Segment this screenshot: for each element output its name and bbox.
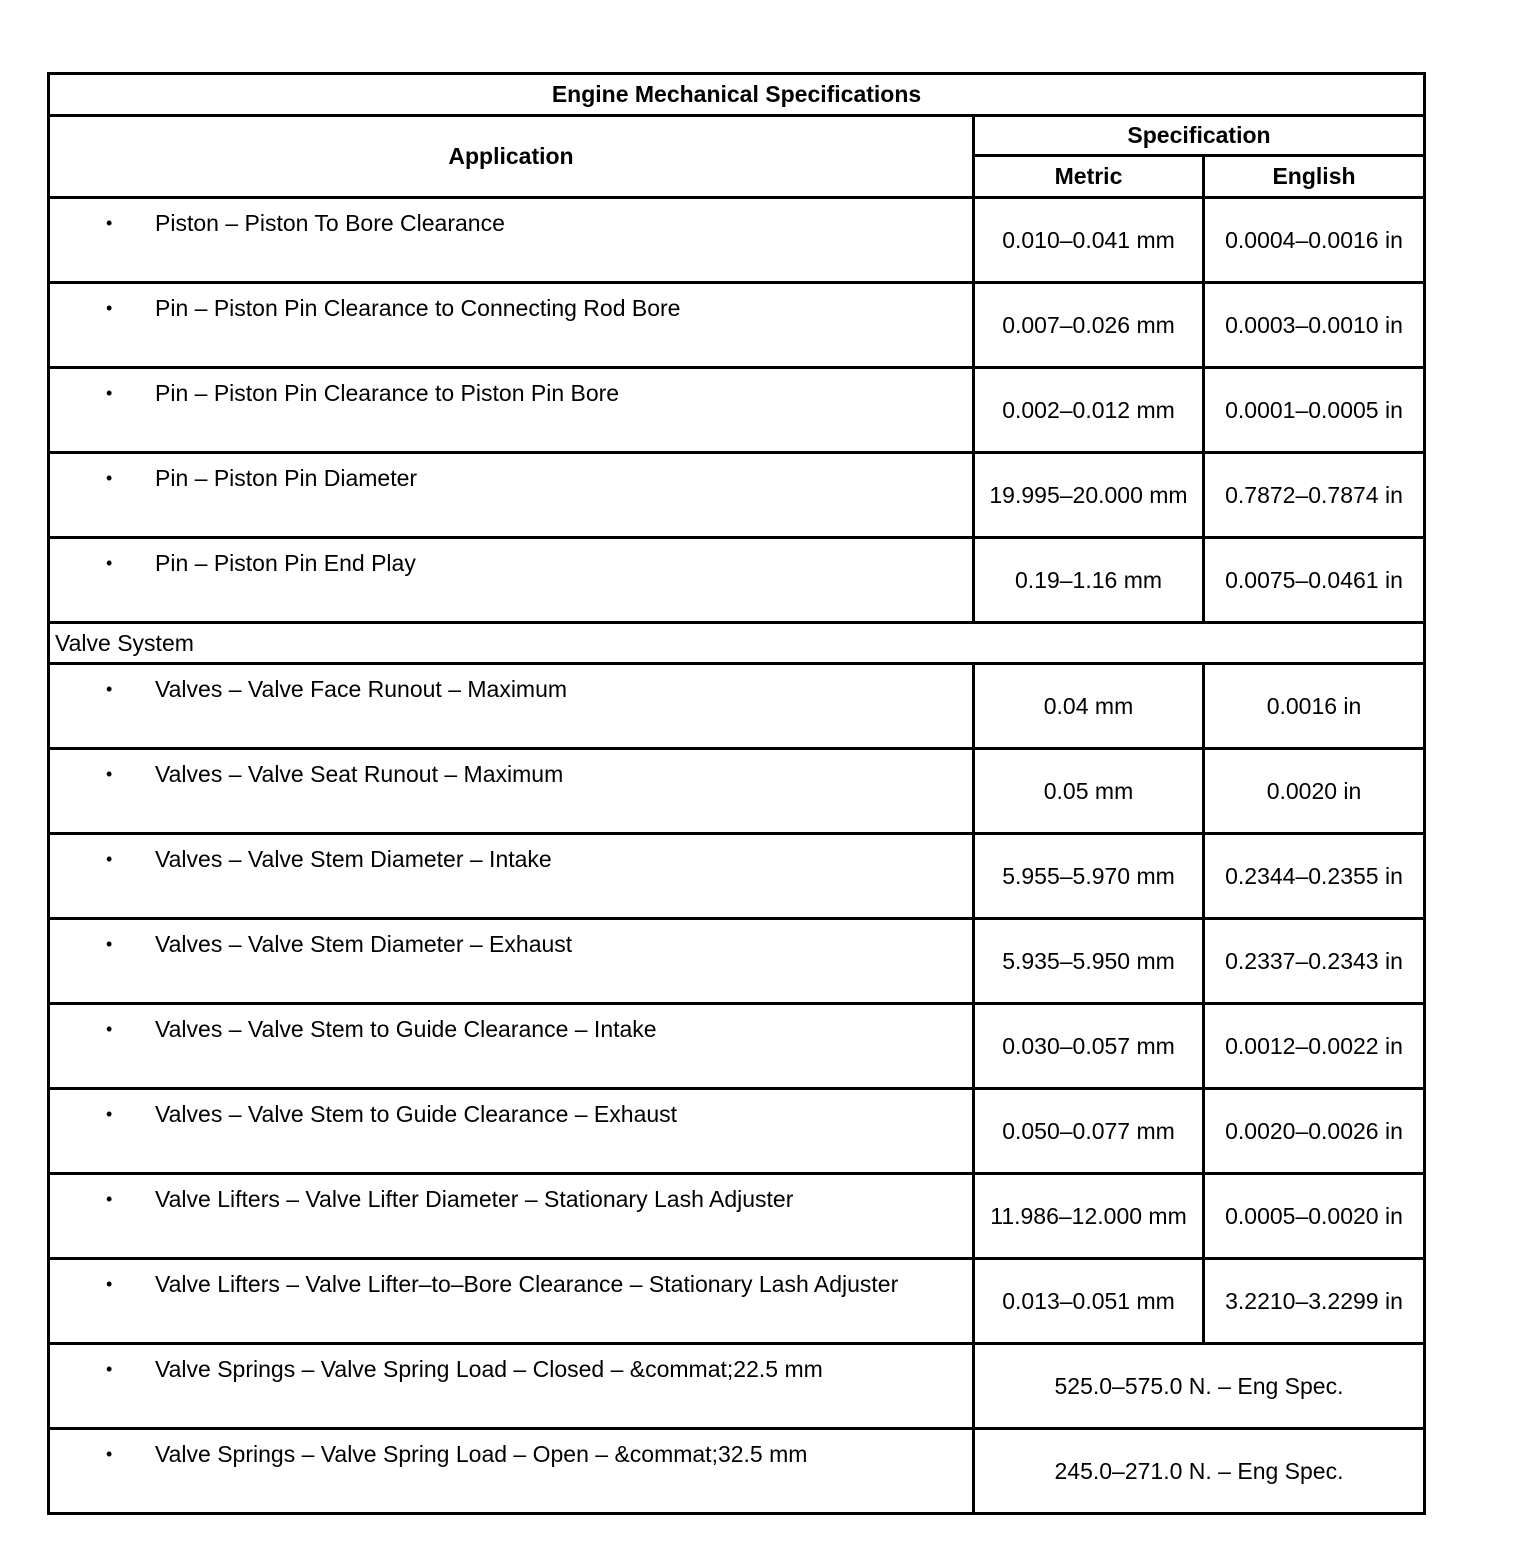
application-text: Valves – Valve Stem Diameter – Exhaust [155, 931, 573, 957]
bullet-icon: • [106, 934, 113, 954]
metric-cell: 0.04 mm [974, 664, 1204, 749]
application-text: Pin – Piston Pin End Play [155, 550, 416, 576]
table-row [49, 1174, 1425, 1259]
table-row [49, 1344, 1425, 1429]
metric-cell: 0.05 mm [974, 749, 1204, 834]
application-text: Pin – Piston Pin Diameter [155, 465, 418, 491]
application-text: Valves – Valve Stem to Guide Clearance – Exhaust [155, 1101, 678, 1127]
specification-header: Specification [974, 116, 1425, 156]
table-row [49, 368, 1425, 453]
application-cell [49, 834, 974, 919]
application-text: Valves – Valve Stem to Guide Clearance – Intake [155, 1016, 657, 1042]
metric-cell: 5.935–5.950 mm [974, 919, 1204, 1004]
table-row [49, 1259, 1425, 1344]
application-text: Pin – Piston Pin Clearance to Piston Pin Bore [155, 380, 620, 406]
application-text: Valve Lifters – Valve Lifter–to–Bore Clearance – Stationary Lash Adjuster [155, 1271, 899, 1297]
application-cell [49, 538, 974, 623]
metric-cell: 0.19–1.16 mm [974, 538, 1204, 623]
metric-cell: 0.010–0.041 mm [974, 198, 1204, 283]
english-header: English [1204, 156, 1425, 198]
table-row [49, 538, 1425, 623]
english-cell: 0.0020 in [1204, 749, 1425, 834]
bullet-icon: • [106, 764, 113, 784]
table-row [49, 1429, 1425, 1514]
merged-spec-cell: 525.0–575.0 N. – Eng Spec. [974, 1344, 1425, 1429]
table-row [49, 283, 1425, 368]
english-cell: 0.0004–0.0016 in [1204, 198, 1425, 283]
english-cell: 0.0016 in [1204, 664, 1425, 749]
application-text: Pin – Piston Pin Clearance to Connecting Rod Bore [155, 295, 681, 321]
metric-cell: 0.050–0.077 mm [974, 1089, 1204, 1174]
section-label: Valve System [49, 623, 1425, 664]
application-text: Valve Springs – Valve Spring Load – Closed – &commat;22.5 mm [155, 1356, 823, 1382]
bullet-icon: • [106, 553, 113, 573]
application-cell [49, 1259, 974, 1344]
english-cell: 0.7872–0.7874 in [1204, 453, 1425, 538]
bullet-icon: • [106, 1444, 113, 1464]
bullet-icon: • [106, 1359, 113, 1379]
bullet-icon: • [106, 849, 113, 869]
application-cell [49, 1344, 974, 1429]
metric-header: Metric [974, 156, 1204, 198]
table-row [49, 1004, 1425, 1089]
metric-cell: 0.013–0.051 mm [974, 1259, 1204, 1344]
english-cell: 0.2344–0.2355 in [1204, 834, 1425, 919]
application-cell [49, 1429, 974, 1514]
english-cell: 0.0020–0.0026 in [1204, 1089, 1425, 1174]
bullet-icon: • [106, 298, 113, 318]
section-header-row [49, 623, 1425, 664]
application-cell [49, 198, 974, 283]
table-row [49, 919, 1425, 1004]
metric-cell: 19.995–20.000 mm [974, 453, 1204, 538]
english-cell: 0.2337–0.2343 in [1204, 919, 1425, 1004]
application-cell [49, 919, 974, 1004]
application-text: Valves – Valve Seat Runout – Maximum [155, 761, 564, 787]
bullet-icon: • [106, 468, 113, 488]
bullet-icon: • [106, 213, 113, 233]
engine-spec-table [47, 72, 1426, 1515]
bullet-icon: • [106, 1274, 113, 1294]
bullet-icon: • [106, 383, 113, 403]
metric-cell: 0.007–0.026 mm [974, 283, 1204, 368]
table-row [49, 198, 1425, 283]
table-row [49, 834, 1425, 919]
application-text: Piston – Piston To Bore Clearance [155, 210, 505, 236]
table-row [49, 749, 1425, 834]
application-cell [49, 1174, 974, 1259]
bullet-icon: • [106, 679, 113, 699]
english-cell: 0.0003–0.0010 in [1204, 283, 1425, 368]
english-cell: 0.0075–0.0461 in [1204, 538, 1425, 623]
application-cell [49, 1004, 974, 1089]
bullet-icon: • [106, 1019, 113, 1039]
application-cell [49, 749, 974, 834]
metric-cell: 5.955–5.970 mm [974, 834, 1204, 919]
application-cell [49, 368, 974, 453]
merged-spec-cell: 245.0–271.0 N. – Eng Spec. [974, 1429, 1425, 1514]
application-cell [49, 453, 974, 538]
english-cell: 3.2210–3.2299 in [1204, 1259, 1425, 1344]
application-cell [49, 1089, 974, 1174]
table-body [49, 198, 1425, 1514]
table-row [49, 1089, 1425, 1174]
table-title: Engine Mechanical Specifications [49, 74, 1425, 116]
application-cell [49, 664, 974, 749]
metric-cell: 0.002–0.012 mm [974, 368, 1204, 453]
english-cell: 0.0005–0.0020 in [1204, 1174, 1425, 1259]
application-text: Valves – Valve Stem Diameter – Intake [155, 846, 552, 872]
bullet-icon: • [106, 1189, 113, 1209]
application-header: Application [49, 116, 974, 198]
english-cell: 0.0012–0.0022 in [1204, 1004, 1425, 1089]
metric-cell: 0.030–0.057 mm [974, 1004, 1204, 1089]
application-text: Valve Springs – Valve Spring Load – Open – &commat;32.5 mm [155, 1441, 808, 1467]
application-cell [49, 283, 974, 368]
application-text: Valve Lifters – Valve Lifter Diameter – Stationary Lash Adjuster [155, 1186, 794, 1212]
metric-cell: 11.986–12.000 mm [974, 1174, 1204, 1259]
english-cell: 0.0001–0.0005 in [1204, 368, 1425, 453]
table-row [49, 664, 1425, 749]
bullet-icon: • [106, 1104, 113, 1124]
table-row [49, 453, 1425, 538]
application-text: Valves – Valve Face Runout – Maximum [155, 676, 568, 702]
